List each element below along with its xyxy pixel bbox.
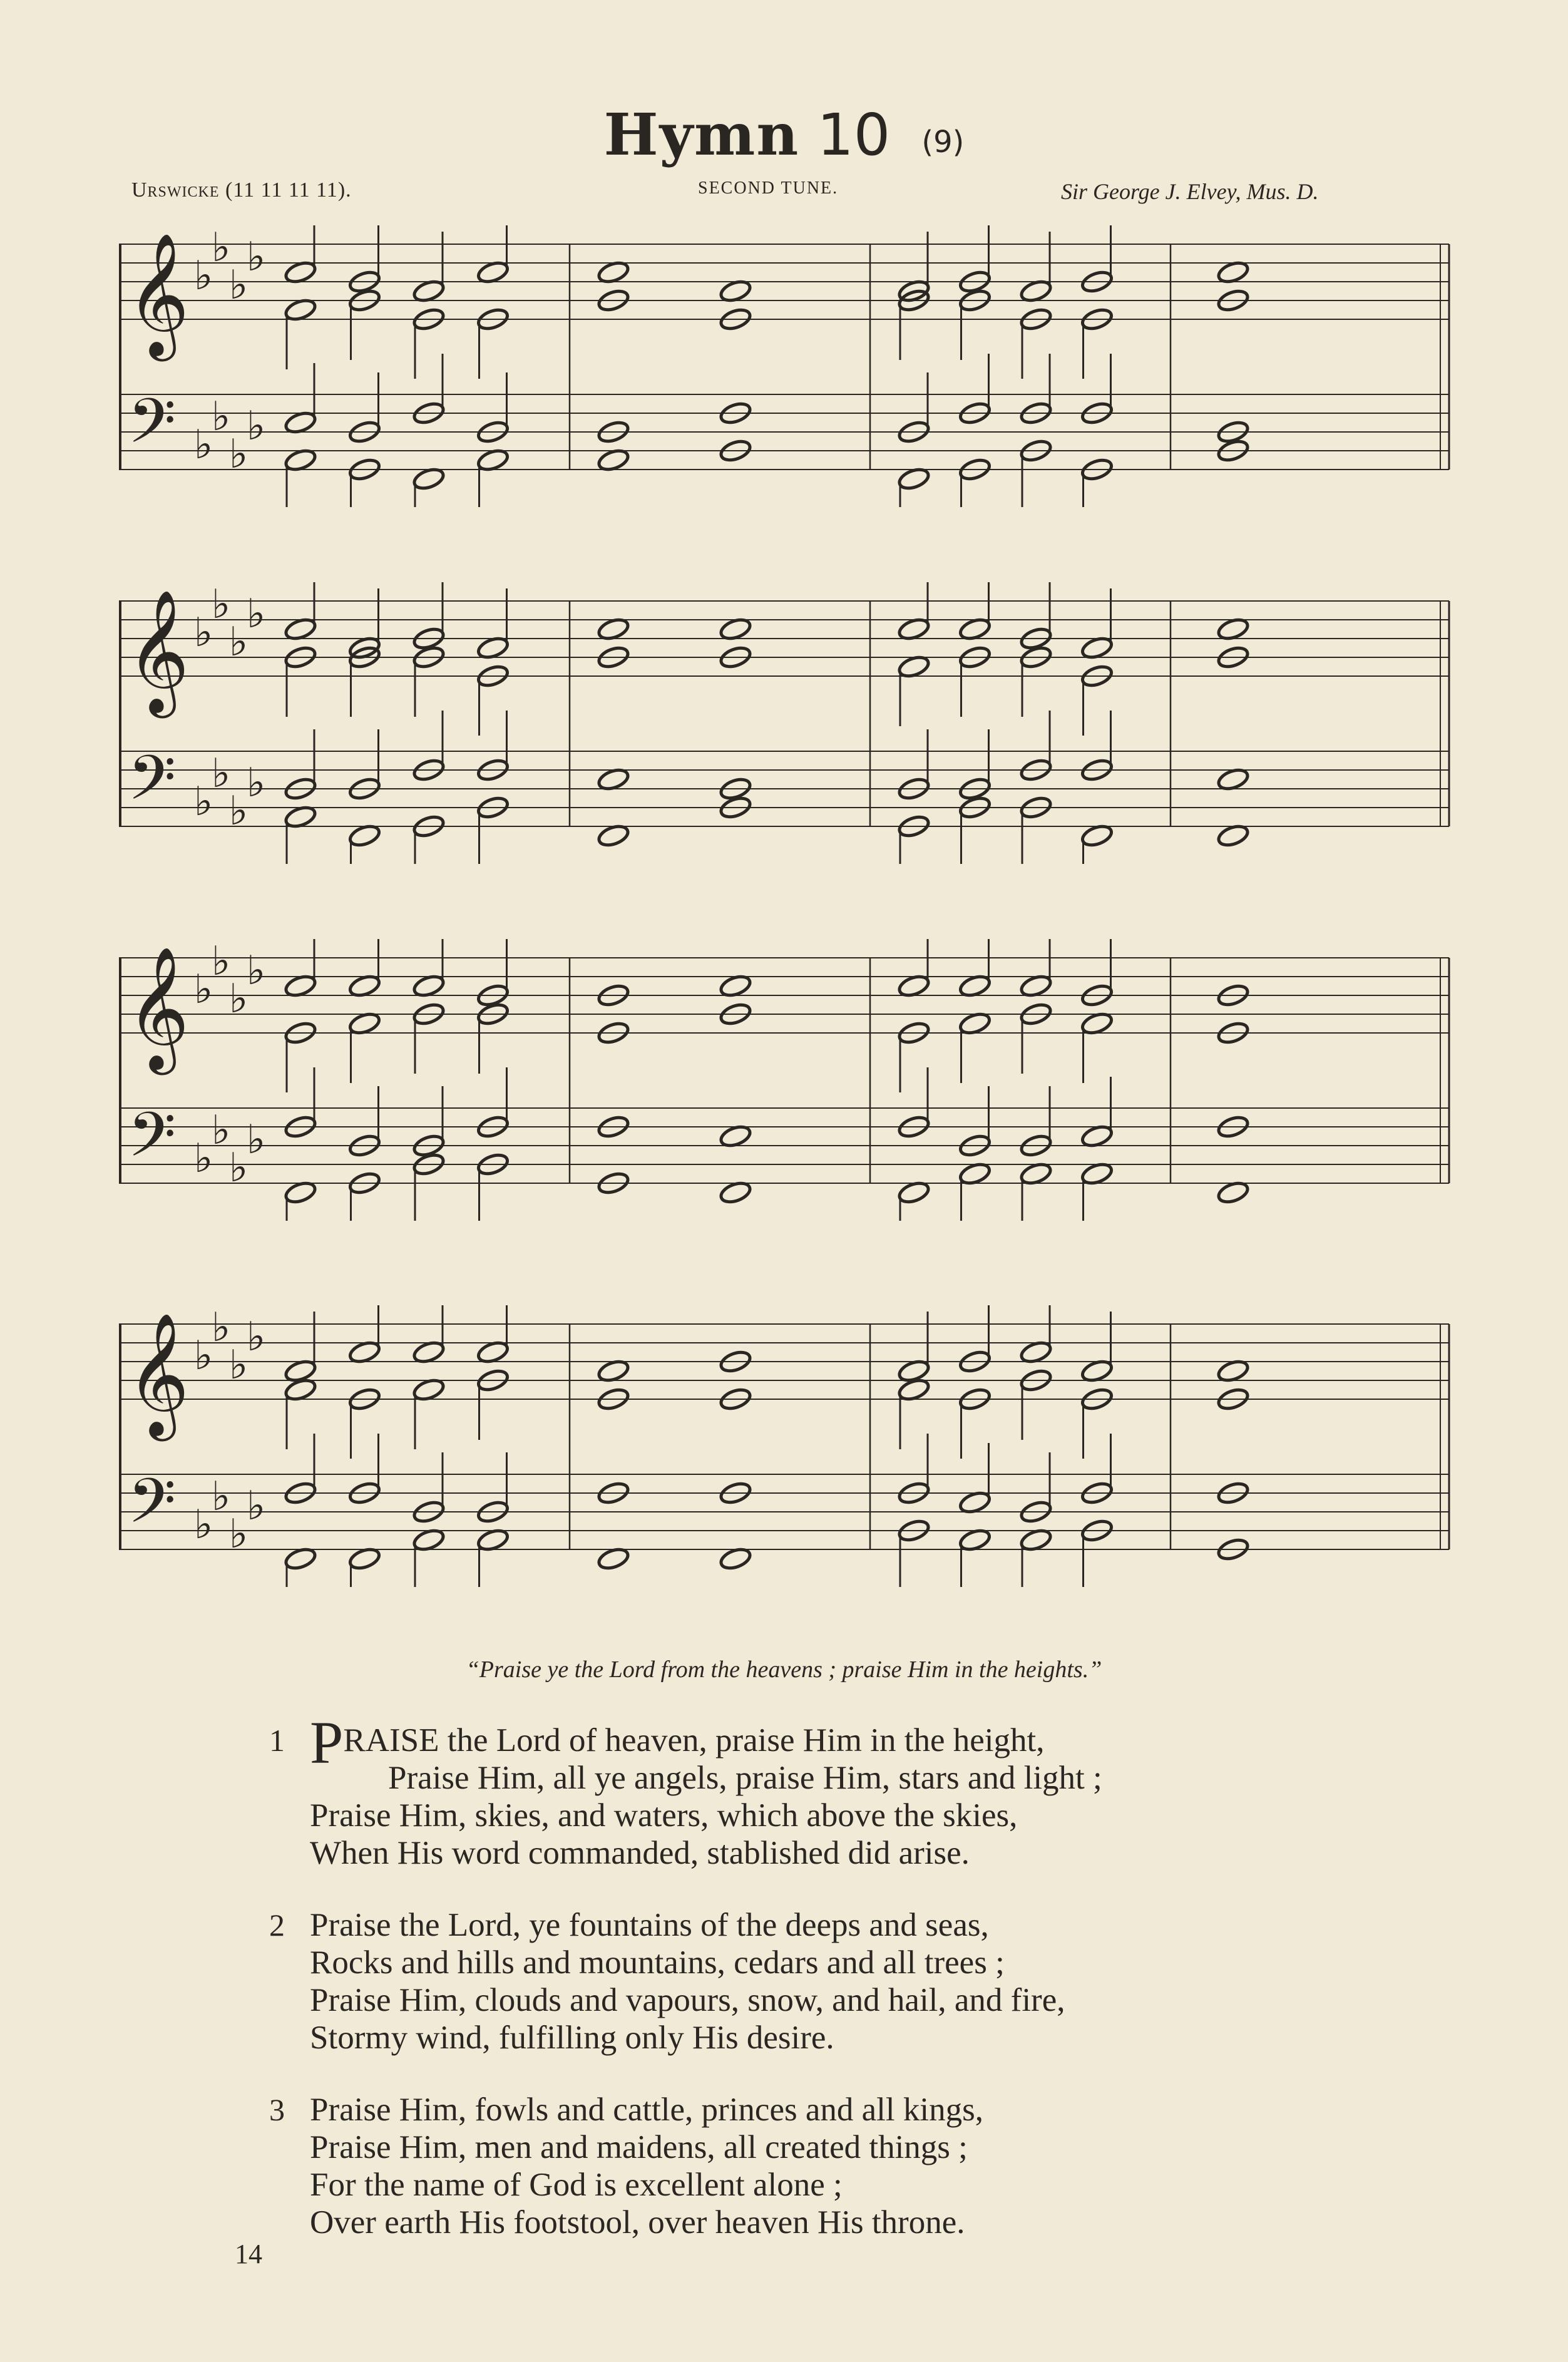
page-number: 14 (235, 2239, 262, 2269)
flat-icon: ♭ (247, 948, 266, 994)
flat-icon: ♭ (247, 1117, 266, 1163)
flat-icon: ♭ (247, 234, 266, 280)
flat-icon: ♭ (247, 1483, 266, 1529)
verse-line: Praise Him, men and maidens, all created things ; (310, 2129, 968, 2165)
flat-icon: ♭ (212, 582, 231, 628)
tune-name: Urswicke (11 11 11 11). (131, 178, 352, 202)
flat-icon: ♭ (194, 1333, 213, 1379)
epigraph: “Praise ye the Lord from the heavens ; praise Him in the heights.” (466, 1656, 1102, 1683)
bass-clef-icon: 𝄢 (128, 1099, 177, 1186)
verse-line: Praise Him, fowls and cattle, princes and all kings, (310, 2092, 983, 2128)
treble-clef-icon: 𝄞 (126, 589, 190, 713)
hymn-title (0, 100, 1568, 179)
flat-icon: ♭ (229, 1342, 249, 1389)
flat-icon: ♭ (194, 967, 213, 1013)
flat-icon: ♭ (247, 591, 266, 637)
verse-line: Stormy wind, fulfilling only His desire. (310, 2020, 834, 2056)
treble-clef-icon: 𝄞 (126, 232, 190, 356)
flat-icon: ♭ (212, 1107, 231, 1154)
composer: Sir George J. Elvey, Mus. D. (1061, 179, 1319, 204)
drop-cap: P (310, 1709, 344, 1776)
verse-line: Praise Him, skies, and waters, which above the skies, (310, 1797, 1018, 1834)
flat-icon: ♭ (212, 225, 231, 271)
verse-line: For the name of God is excellent alone ; (310, 2167, 843, 2203)
flat-icon: ♭ (194, 779, 213, 825)
verse-line: Praise the Lord, ye fountains of the deeps and seas, (310, 1907, 989, 1943)
flat-icon: ♭ (194, 422, 213, 468)
verse-number: 2 (269, 1908, 285, 1943)
score-system-2 (119, 582, 1452, 864)
hymn-title-word: Hymn (603, 101, 800, 168)
verse-line: Rocks and hills and mountains, cedars and all trees ; (310, 1944, 1005, 1981)
flat-icon: ♭ (247, 403, 266, 449)
bass-clef-icon: 𝄢 (128, 742, 177, 829)
verse-line: When His word commanded, stablished did arise. (310, 1835, 970, 1871)
treble-clef-icon: 𝄞 (126, 946, 190, 1070)
hymn-alt-number: (9) (921, 125, 965, 160)
verse-line: Over earth His footstool, over heaven His throne. (310, 2204, 965, 2241)
flat-icon: ♭ (229, 1511, 249, 1558)
flat-icon: ♭ (194, 1136, 213, 1182)
flat-icon: ♭ (229, 976, 249, 1022)
flat-icon: ♭ (229, 431, 249, 478)
bass-clef-icon: 𝄢 (128, 386, 177, 473)
flat-icon: ♭ (212, 1305, 231, 1351)
flat-icon: ♭ (212, 394, 231, 440)
flat-icon: ♭ (229, 619, 249, 665)
verse-line: PRAISE the Lord of heaven, praise Him in the height, (310, 1709, 1045, 1776)
bass-clef-icon: 𝄢 (128, 1466, 177, 1553)
score-system-1 (119, 225, 1452, 507)
verse-line: Praise Him, all ye angels, praise Him, stars and light ; (388, 1760, 1102, 1796)
flat-icon: ♭ (212, 751, 231, 797)
verse-number: 1 (269, 1723, 285, 1758)
flat-icon: ♭ (229, 788, 249, 834)
flat-icon: ♭ (212, 939, 231, 985)
score-system-3 (119, 939, 1452, 1221)
score-system-4 (119, 1305, 1452, 1587)
flat-icon: ♭ (247, 760, 266, 806)
treble-clef-icon: 𝄞 (126, 1312, 190, 1436)
verse-number: 3 (269, 2092, 285, 2127)
flat-icon: ♭ (194, 1502, 213, 1548)
flat-icon: ♭ (229, 262, 249, 309)
flat-icon: ♭ (194, 610, 213, 656)
flat-icon: ♭ (212, 1474, 231, 1520)
tune-label: SECOND TUNE. (698, 178, 839, 198)
flat-icon: ♭ (194, 253, 213, 299)
verse-line: Praise Him, clouds and vapours, snow, and hail, and fire, (310, 1982, 1065, 2018)
hymn-number: 10 (817, 101, 891, 168)
flat-icon: ♭ (247, 1314, 266, 1360)
flat-icon: ♭ (229, 1145, 249, 1191)
